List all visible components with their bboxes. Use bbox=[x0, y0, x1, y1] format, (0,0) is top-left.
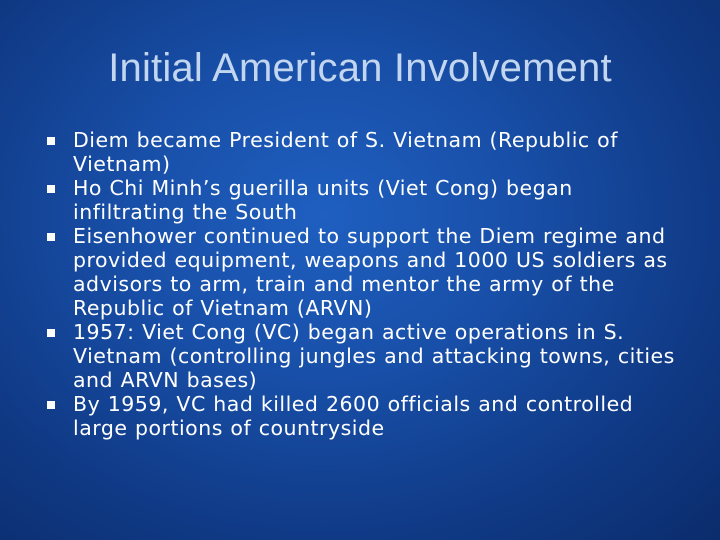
slide-title: Initial American Involvement bbox=[108, 46, 612, 90]
bullet-item bbox=[40, 392, 690, 440]
square-bullet-icon bbox=[47, 185, 55, 193]
bullet-item bbox=[40, 128, 690, 176]
bullet-item bbox=[40, 320, 690, 392]
bullet-item bbox=[40, 224, 690, 320]
square-bullet-icon bbox=[47, 401, 55, 409]
bullet-text: Eisenhower continued to support the Diem regime and provided equipment, weapons and 1000 US soldiers as advisors to arm, train and mentor the army of the Republic of Vietnam (ARVN) bbox=[73, 224, 668, 320]
bullet-text: By 1959, VC had killed 2600 officials and controlled large portions of countryside bbox=[73, 392, 634, 440]
square-bullet-icon bbox=[47, 329, 55, 337]
bullet-list bbox=[40, 128, 690, 440]
bullet-item bbox=[40, 176, 690, 224]
bullet-text: 1957: Viet Cong (VC) began active operations in S. Vietnam (controlling jungles and attacking towns, cities and ARVN bases) bbox=[73, 320, 675, 392]
bullet-text: Diem became President of S. Vietnam (Republic of Vietnam) bbox=[73, 128, 618, 176]
square-bullet-icon bbox=[47, 137, 55, 145]
square-bullet-icon bbox=[47, 233, 55, 241]
bullet-text: Ho Chi Minh’s guerilla units (Viet Cong) began infiltrating the South bbox=[73, 176, 573, 224]
